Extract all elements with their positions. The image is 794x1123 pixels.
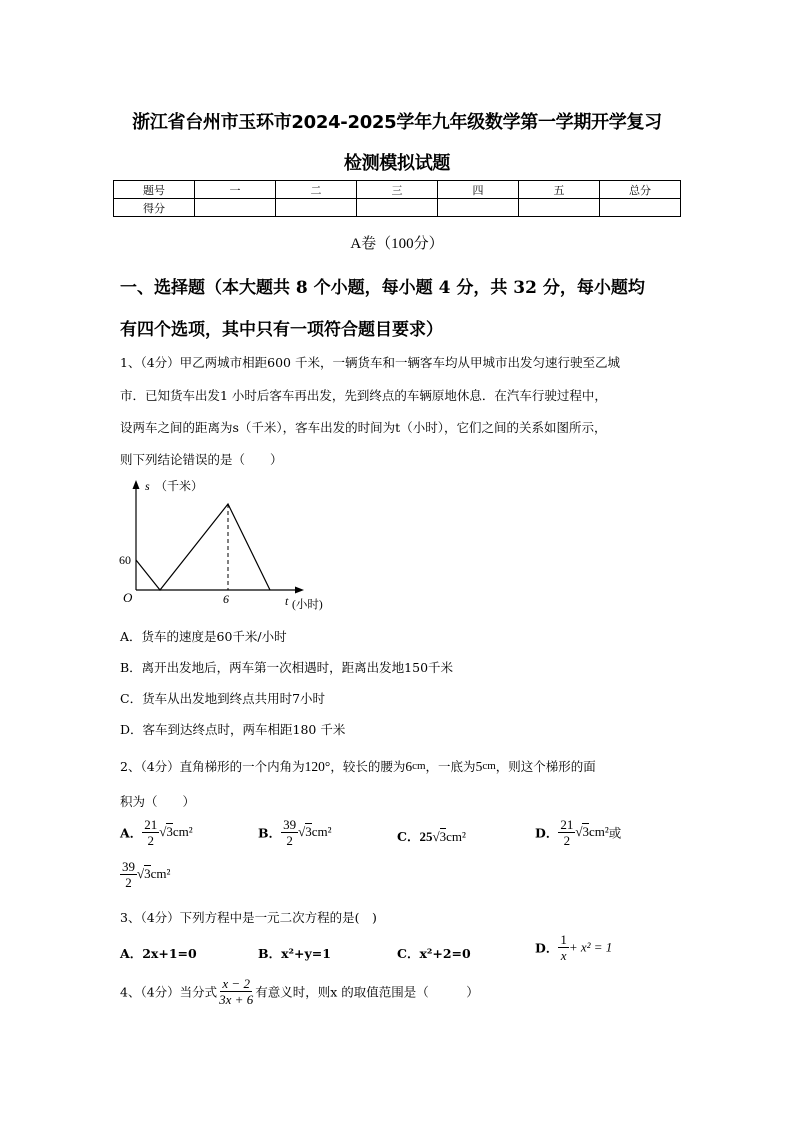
- denominator: x: [560, 948, 567, 963]
- unit: cm²: [150, 866, 171, 881]
- q2-text-d: ，则这个梯形的面: [495, 759, 596, 774]
- q2-text-b: ，较长的腰为: [330, 759, 406, 774]
- denominator: 2: [286, 833, 293, 848]
- coefficient: 25: [419, 829, 433, 844]
- score-table-cell: 得分: [114, 199, 195, 217]
- q2-base-unit: cm: [482, 760, 496, 772]
- sqrt: √3: [298, 824, 312, 839]
- radicand: 3: [166, 824, 173, 839]
- option-label: A．: [120, 825, 143, 841]
- section-heading-line2: 有四个选项，其中只有一项符合题目要求）: [120, 320, 443, 340]
- score-input-cell[interactable]: [195, 199, 276, 217]
- score-table-cell: 二: [276, 181, 357, 199]
- numerator: 1: [560, 932, 567, 947]
- volume-title: A卷（100分）: [350, 236, 444, 252]
- sqrt: √3: [159, 824, 173, 839]
- q1-graph: [110, 472, 350, 617]
- q4-text-b: 有意义时，则x 的取值范围是（ ）: [255, 984, 479, 1000]
- unit: cm²: [446, 829, 466, 844]
- option-label: C．: [397, 829, 420, 844]
- q2-leg-value: 6: [405, 759, 413, 774]
- q3-option-c[interactable]: C．x²+2=0: [397, 946, 471, 961]
- q1-option-a[interactable]: A．货车的速度是60千米/小时: [120, 629, 287, 644]
- equation-rest: + x² = 1: [568, 939, 613, 955]
- q2-option-d-continued[interactable]: [120, 859, 170, 890]
- denominator: 2: [125, 875, 132, 890]
- exam-title-line2: 检测模拟试题: [343, 153, 451, 174]
- y-axis-var: s: [145, 479, 150, 493]
- x-axis-arrow-icon: [295, 587, 304, 594]
- numerator: 21: [144, 817, 158, 832]
- q2-option-c[interactable]: [397, 827, 466, 845]
- unit: cm²: [311, 824, 332, 839]
- fraction: [558, 817, 575, 848]
- q2-text-a: 2、（4分）直角梯形的一个内角为: [120, 759, 305, 774]
- q3-line1: 3、（4分）下列方程中是一元二次方程的是( ): [120, 910, 377, 925]
- fraction: [142, 817, 159, 848]
- exam-title-line1: 浙江省台州市玉环市2024-2025学年九年级数学第一学期开学复习: [132, 112, 662, 133]
- option-label: D．: [535, 825, 559, 841]
- denominator: 2: [563, 833, 571, 848]
- score-table-header-row: [114, 181, 681, 199]
- fraction: [120, 859, 137, 890]
- score-table-cell: 四: [438, 181, 519, 199]
- unit: cm²: [588, 824, 609, 839]
- section-heading-line1: 一、选择题（本大题共 8 个小题，每小题 4 分，共 32 分，每小题均: [120, 278, 645, 298]
- numerator: 39: [122, 859, 135, 874]
- q3-option-d[interactable]: [535, 932, 612, 963]
- score-table-cell: 题号: [114, 181, 195, 199]
- sqrt: √3: [575, 824, 589, 839]
- q4-line1: [120, 976, 479, 1007]
- score-table: [113, 180, 681, 217]
- radicand: 3: [582, 824, 589, 839]
- score-input-cell[interactable]: [438, 199, 519, 217]
- q3-option-b[interactable]: B．x²+y=1: [258, 946, 331, 961]
- x-axis-unit: (小时): [292, 599, 323, 611]
- radicand: 3: [439, 829, 447, 844]
- score-table-cell: 总分: [600, 181, 681, 199]
- denominator: 3x + 6: [219, 992, 254, 1007]
- score-table-cell: 五: [519, 181, 600, 199]
- x-axis-var: t: [285, 594, 289, 608]
- q1-option-b[interactable]: B．离开出发地后，两车第一次相遇时，距离出发地150千米: [120, 660, 454, 675]
- q2-leg-unit: cm: [412, 760, 426, 772]
- score-table-cell: 一: [195, 181, 276, 199]
- score-table-score-row: [114, 199, 681, 217]
- q2-option-b[interactable]: [258, 817, 332, 848]
- radicand: 3: [305, 824, 312, 839]
- y-axis-unit: （千米）: [155, 479, 204, 493]
- denominator: 2: [147, 833, 154, 848]
- origin-label: O: [123, 590, 133, 605]
- q2-line2: 积为（ ）: [120, 794, 196, 809]
- score-input-cell[interactable]: [600, 199, 681, 217]
- or-text: 或: [608, 825, 622, 841]
- q2-base-value: 5: [475, 759, 483, 774]
- y-tick-label: 60: [119, 553, 131, 567]
- distance-line: [136, 504, 270, 590]
- sqrt: √3: [137, 866, 151, 881]
- q1-line2: 市．已知货车出发1 小时后客车再出发，先到终点的车辆原地休息．在汽车行驶过程中，: [120, 388, 607, 403]
- q2-angle: 120°: [304, 759, 331, 774]
- q3-option-a[interactable]: A．2x+1=0: [120, 946, 197, 961]
- sqrt: √3: [432, 829, 447, 844]
- q2-text-c: ，一底为: [425, 759, 476, 774]
- q1-line1: 1、（4分）甲乙两城市相距600 千米，一辆货车和一辆客车均从甲城市出发匀速行驶至乙城: [120, 355, 620, 370]
- q4-text-a: 4、（4分）当分式: [120, 984, 218, 1000]
- q1-option-c[interactable]: C．货车从出发地到终点共用时7小时: [120, 691, 326, 706]
- x-tick-label: 6: [223, 592, 229, 606]
- fraction: [217, 976, 255, 1007]
- numerator: 39: [283, 817, 297, 832]
- numerator: x − 2: [222, 976, 250, 991]
- radicand: 3: [144, 866, 151, 881]
- option-label: D．: [535, 940, 559, 956]
- q2-line1: [120, 757, 596, 775]
- unit: cm²: [172, 824, 193, 839]
- fraction: [281, 817, 298, 848]
- y-axis-arrow-icon: [133, 480, 140, 489]
- option-label: B．: [258, 825, 282, 841]
- q2-option-a[interactable]: [120, 817, 193, 848]
- q1-line4: 则下列结论错误的是（ ）: [120, 452, 283, 467]
- q2-option-d[interactable]: [535, 817, 621, 848]
- score-input-cell[interactable]: [276, 199, 357, 217]
- q1-option-d[interactable]: D．客车到达终点时，两车相距180 千米: [120, 722, 346, 737]
- fraction: [558, 932, 569, 963]
- q1-line3: 设两车之间的距离为s（千米），客车出发的时间为t（小时），它们之间的关系如图所示，: [120, 420, 607, 435]
- score-input-cell[interactable]: [357, 199, 438, 217]
- score-input-cell[interactable]: [519, 199, 600, 217]
- score-table-cell: 三: [357, 181, 438, 199]
- numerator: 21: [560, 817, 574, 832]
